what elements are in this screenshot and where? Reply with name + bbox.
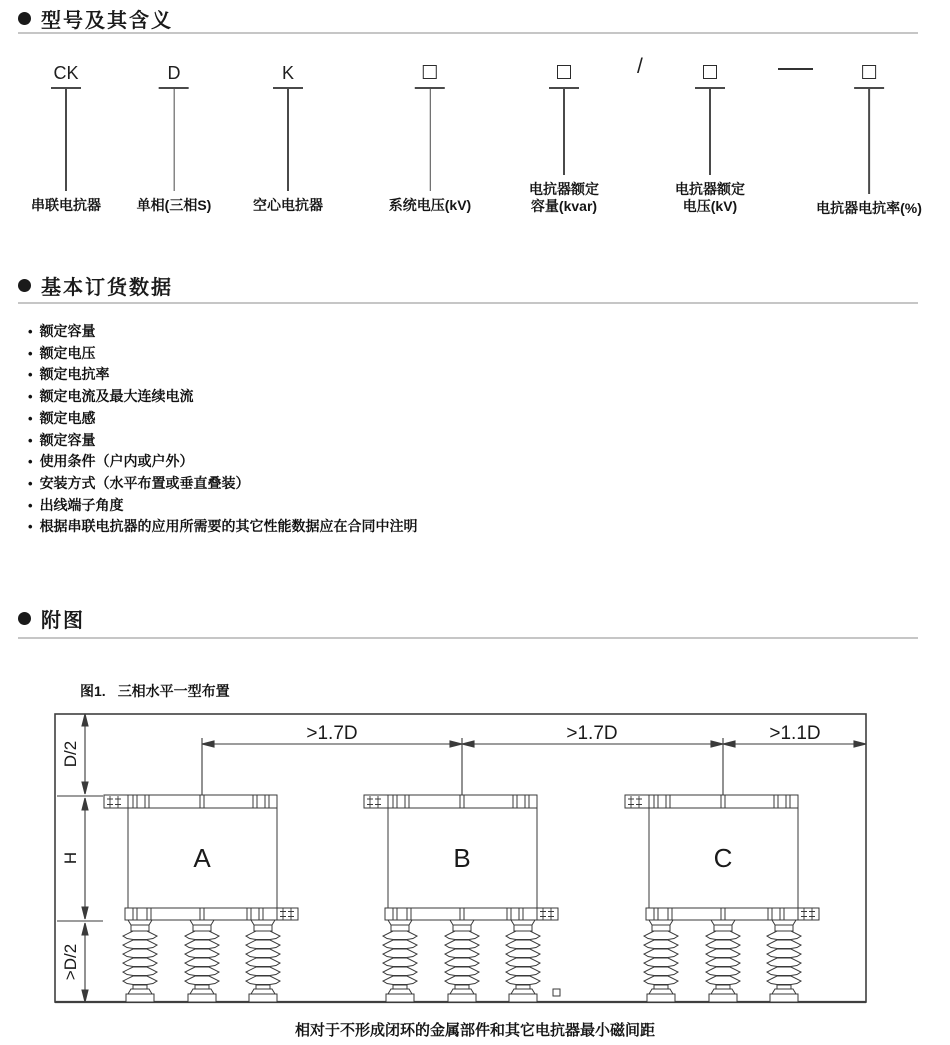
reactor-c-label: C — [713, 843, 733, 873]
model-code — [557, 56, 571, 82]
dim-label-ab: >1.7D — [306, 723, 358, 744]
dim-label-gtd2: >D/2 — [61, 943, 80, 981]
placeholder-square — [703, 65, 717, 79]
model-code — [703, 56, 717, 82]
connector-line — [287, 89, 288, 191]
list-item: • 额定容量 — [28, 321, 418, 343]
connector-line — [868, 89, 869, 194]
placeholder-square — [862, 65, 876, 79]
section-heading-model — [18, 4, 173, 33]
list-item: • 根据串联电抗器的应用所需要的其它性能数据应在合同中注明 — [28, 516, 418, 538]
list-item: • 额定电流及最大连续电流 — [28, 386, 418, 408]
list-item: • 出线端子角度 — [28, 495, 418, 517]
figure-title-row — [80, 681, 230, 701]
list-item: • 额定电压 — [28, 343, 418, 365]
bullet-icon — [18, 279, 31, 292]
section-title: 附图 — [41, 610, 85, 632]
heading-rule — [18, 302, 918, 304]
connector-line — [429, 89, 430, 191]
arrangement-diagram — [0, 700, 950, 1020]
placeholder-square — [557, 65, 571, 79]
list-item: • 使用条件（户内或户外） — [28, 451, 418, 473]
list-item: • 额定电感 — [28, 408, 418, 430]
model-code-column-ck — [31, 56, 101, 214]
model-code-column-capacity — [529, 56, 599, 215]
figure-name: 三相水平一型布置 — [117, 683, 230, 699]
heading-rule — [18, 637, 918, 639]
reactor-b-label: B — [453, 843, 471, 873]
dim-label-c-wall: >1.1D — [769, 723, 821, 744]
model-code-label: 电抗器电抗率(%) — [816, 199, 922, 216]
model-code-label: 系统电压(kV) — [388, 196, 472, 213]
model-code-label: 空心电抗器 — [253, 196, 323, 213]
section-title: 型号及其含义 — [41, 10, 173, 32]
reactor-b-drawing — [364, 795, 558, 1002]
model-code-column-voltage — [389, 56, 471, 214]
bullet-icon — [18, 12, 31, 25]
list-item: • 安装方式（水平布置或垂直叠装） — [28, 473, 418, 495]
bullet-icon — [18, 612, 31, 625]
model-code-column-reactance — [816, 56, 922, 217]
slash-separator: / — [637, 55, 643, 78]
model-code-label: 单相(三相S) — [136, 196, 212, 213]
model-code — [423, 56, 437, 82]
model-code: K — [281, 63, 294, 83]
ordering-data-list — [28, 321, 418, 538]
reactor-a-drawing — [104, 795, 298, 1002]
model-code-column-d — [137, 56, 212, 214]
connector-line — [563, 89, 564, 175]
model-code: D — [167, 63, 181, 83]
dim-label-d2: D/2 — [61, 740, 80, 768]
connector-line — [173, 89, 174, 191]
connector-line — [65, 89, 66, 191]
model-code-column-rated-voltage — [675, 56, 745, 215]
section-heading-ordering — [18, 271, 173, 300]
dim-label-bc: >1.7D — [566, 723, 618, 744]
model-code-label: 串联电抗器 — [31, 196, 101, 213]
dim-label-h: H — [61, 851, 80, 865]
model-code-label: 电抗器额定 电压(kV) — [675, 180, 745, 214]
detail-square — [553, 989, 560, 996]
list-item: • 额定电抗率 — [28, 364, 418, 386]
heading-rule — [18, 32, 918, 34]
placeholder-square — [423, 65, 437, 79]
section-heading-figure — [18, 604, 85, 633]
reactor-c-drawing — [625, 795, 819, 1002]
model-code-column-k — [253, 56, 323, 214]
model-code-label: 电抗器额定 容量(kvar) — [529, 180, 599, 214]
figure-caption: 相对于不形成闭环的金属部件和其它电抗器最小磁间距 — [294, 1022, 655, 1039]
model-code — [862, 56, 876, 82]
dash-separator — [778, 68, 813, 70]
model-code: CK — [53, 63, 79, 83]
reactor-a-label: A — [193, 843, 211, 873]
list-item: • 额定容量 — [28, 430, 418, 452]
section-title: 基本订货数据 — [41, 277, 173, 299]
connector-line — [709, 89, 710, 175]
figure-number: 图1. — [80, 683, 106, 699]
